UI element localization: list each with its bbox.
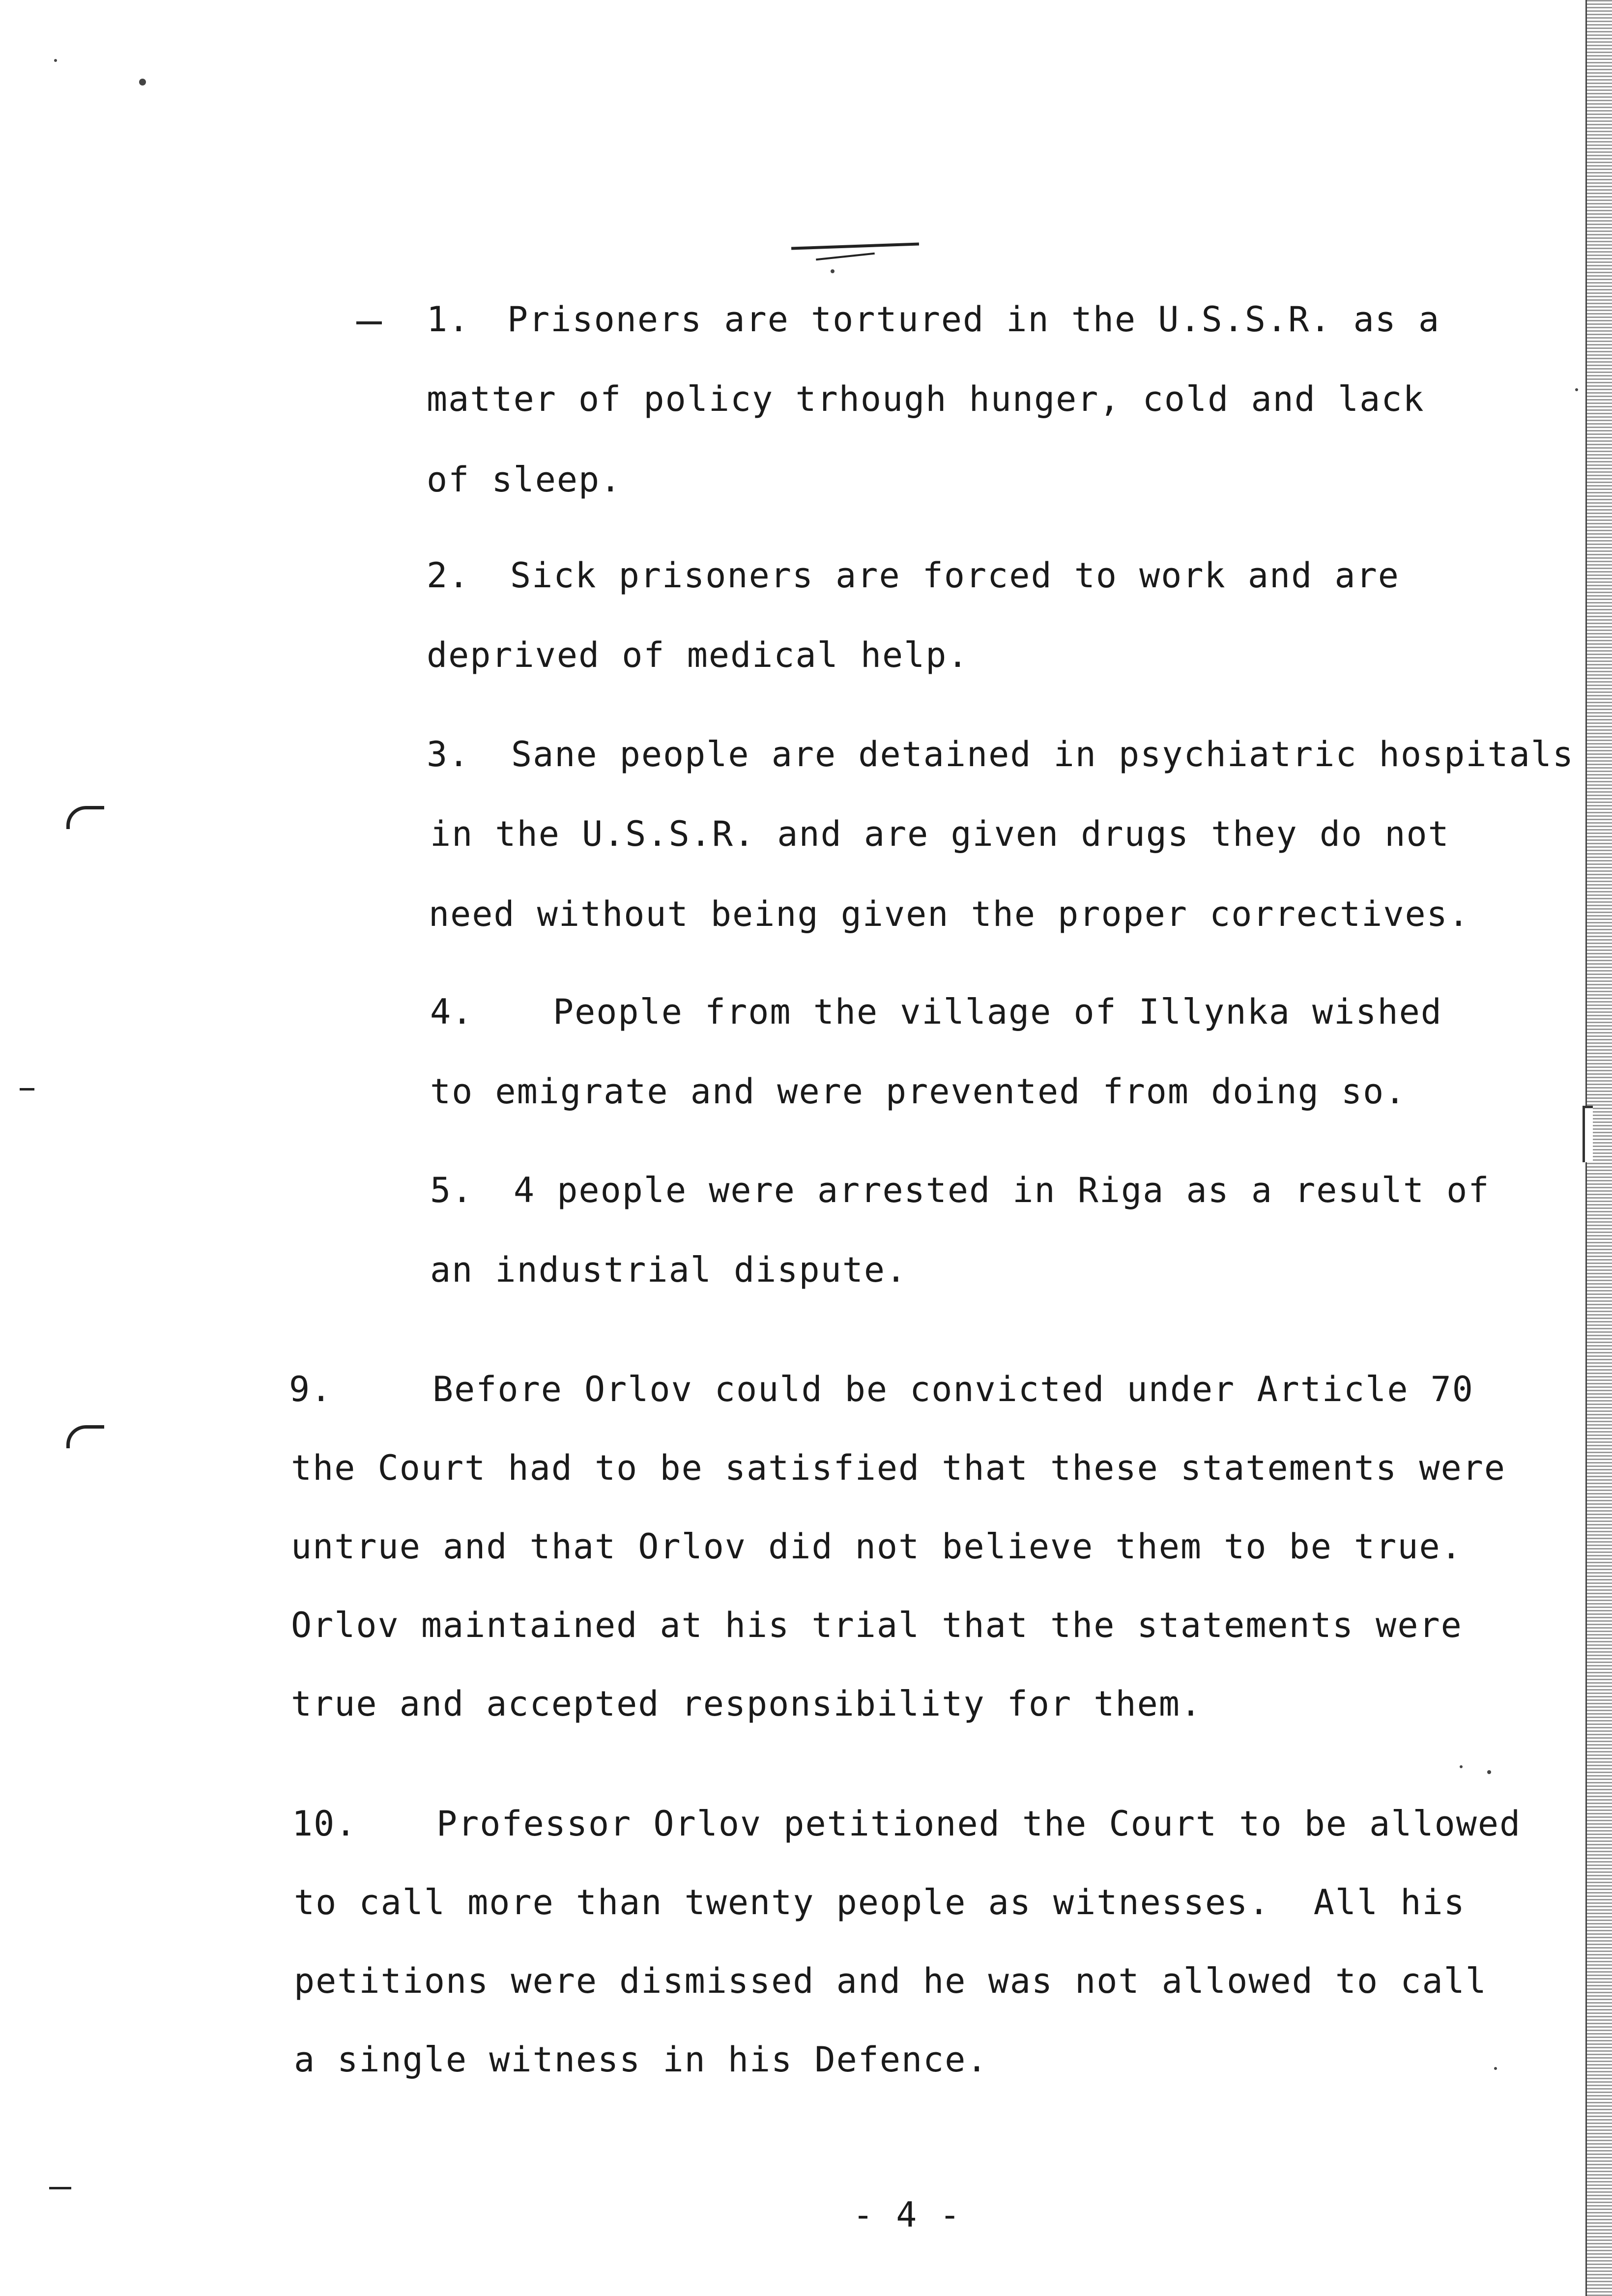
paragraph-number: 9.	[289, 1369, 333, 1409]
list-dash-mark	[356, 321, 382, 324]
list-item-line: an industrial dispute.	[430, 1250, 908, 1290]
paragraph-line: the Court had to be satisfied that these statements were	[291, 1448, 1506, 1488]
list-item-line: matter of policy trhough hunger, cold and lack	[427, 379, 1425, 419]
paragraph-line: Professor Orlov petitioned the Court to be allowed	[436, 1804, 1522, 1844]
list-item-number: 5.	[430, 1170, 474, 1210]
list-item-line: 4 people were arrested in Riga as a result of	[514, 1170, 1490, 1210]
paragraph-line: Before Orlov could be convicted under Article 70	[432, 1369, 1474, 1409]
list-item-number: 1.	[427, 299, 470, 340]
paragraph-line: Orlov maintained at his trial that the statements were	[291, 1605, 1463, 1645]
paragraph-line: true and accepted responsibility for them.	[291, 1684, 1203, 1724]
list-item-line: Sick prisoners are forced to work and are	[510, 555, 1400, 596]
list-item-number: 4.	[430, 992, 474, 1032]
header-scribble-mark	[816, 253, 875, 261]
margin-hole-mark	[66, 1425, 104, 1448]
header-dot-mark	[831, 269, 835, 273]
list-item-line: need without being given the proper correctives.	[429, 894, 1470, 934]
binding-notch	[1583, 1106, 1593, 1162]
margin-dash-mark	[49, 2187, 71, 2189]
paragraph-line: untrue and that Orlov did not believe them to be true.	[291, 1526, 1463, 1567]
list-item-line: in the U.S.S.R. and are given drugs they do not	[430, 814, 1450, 854]
margin-dash-mark	[20, 1088, 34, 1091]
list-item-line: deprived of medical help.	[427, 635, 969, 675]
page-number: - 4 -	[853, 2195, 961, 2235]
stray-dot-mark	[1460, 1765, 1463, 1768]
header-scribble-mark	[791, 242, 919, 250]
list-item-line: People from the village of Illynka wished	[553, 992, 1442, 1032]
paragraph-line: to call more than twenty people as witnesses. All his	[294, 1882, 1466, 1923]
list-item-line: of sleep.	[427, 459, 622, 500]
list-item-line: Prisoners are tortured in the U.S.S.R. as a	[507, 299, 1440, 340]
list-item-number: 2.	[427, 555, 470, 596]
stray-dot-mark	[1494, 2067, 1497, 2070]
paragraph-number: 10.	[292, 1804, 357, 1844]
paragraph-line: a single witness in his Defence.	[294, 2039, 988, 2080]
corner-dot-mark	[139, 79, 146, 86]
stray-dot-mark	[1575, 388, 1578, 391]
margin-hole-mark	[66, 806, 104, 829]
paragraph-line: petitions were dismissed and he was not allowed to call	[294, 1961, 1487, 2001]
stray-dot-mark	[1487, 1770, 1491, 1774]
list-item-number: 3.	[427, 734, 470, 775]
list-item-line: to emigrate and were prevented from doing so.	[430, 1071, 1407, 1112]
corner-dot-mark	[54, 59, 57, 62]
list-item-line: Sane people are detained in psychiatric hospitals	[511, 734, 1575, 775]
